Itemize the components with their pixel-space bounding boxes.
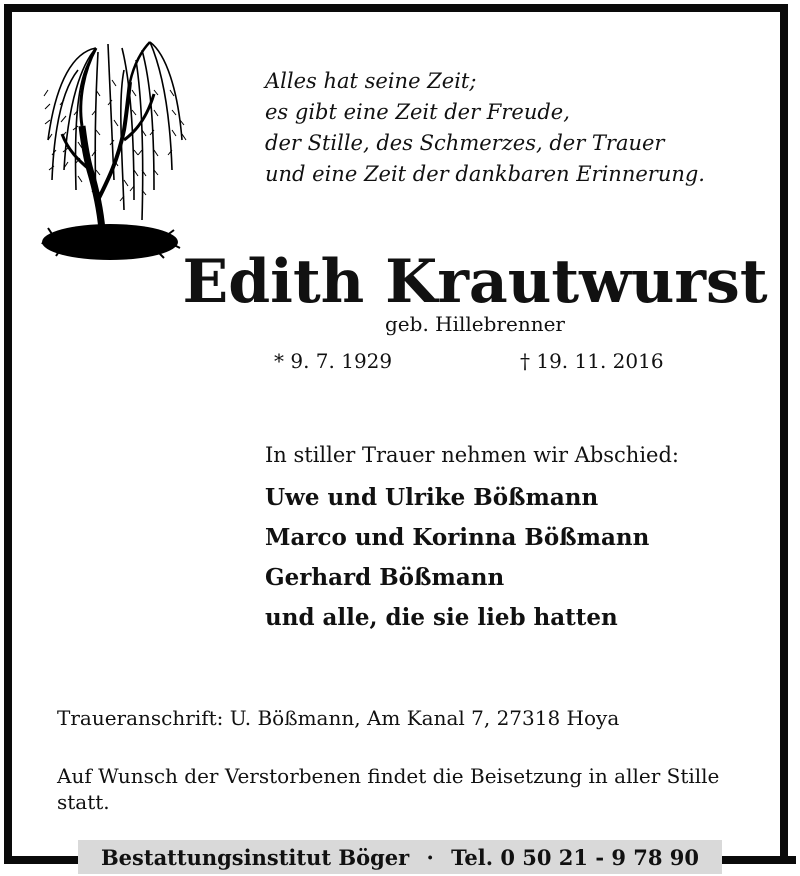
condolence-address: Traueranschrift: U. Bößmann, Am Kanal 7, 27318 Hoya bbox=[57, 706, 620, 730]
funeral-home-phone: Tel. 0 50 21 - 9 78 90 bbox=[451, 845, 700, 870]
birth-name: geb. Hillebrenner bbox=[385, 312, 565, 336]
birth-date: * 9. 7. 1929 bbox=[274, 349, 393, 373]
footer-banner bbox=[78, 840, 722, 874]
bottom-rule-right bbox=[722, 856, 796, 864]
poem bbox=[265, 66, 765, 190]
poem-line: es gibt eine Zeit der Freude, bbox=[265, 100, 570, 124]
mourner-name: Gerhard Bößmann bbox=[265, 564, 505, 591]
death-date: † 19. 11. 2016 bbox=[520, 349, 664, 373]
deceased-name: Edith Krautwurst bbox=[182, 247, 768, 317]
weeping-willow-icon bbox=[38, 30, 188, 275]
burial-notice: Auf Wunsch der Verstorbenen findet die Beisetzung in aller Stille statt. bbox=[57, 764, 720, 814]
mourner-name: Uwe und Ulrike Bößmann bbox=[265, 484, 599, 511]
funeral-home-name: Bestattungsinstitut Böger bbox=[100, 845, 410, 870]
mourners-list bbox=[265, 478, 649, 638]
footer-separator: · bbox=[426, 845, 434, 870]
bottom-rule-left bbox=[4, 856, 78, 864]
mourning-intro: In stiller Trauer nehmen wir Abschied: bbox=[265, 443, 679, 467]
mourner-name: Marco und Korinna Bößmann bbox=[265, 524, 650, 551]
poem-line: und eine Zeit der dankbaren Erinnerung. bbox=[265, 162, 705, 186]
poem-line: Alles hat seine Zeit; bbox=[265, 69, 477, 93]
poem-line: der Stille, des Schmerzes, der Trauer bbox=[265, 131, 665, 155]
mourner-name: und alle, die sie lieb hatten bbox=[265, 604, 618, 631]
